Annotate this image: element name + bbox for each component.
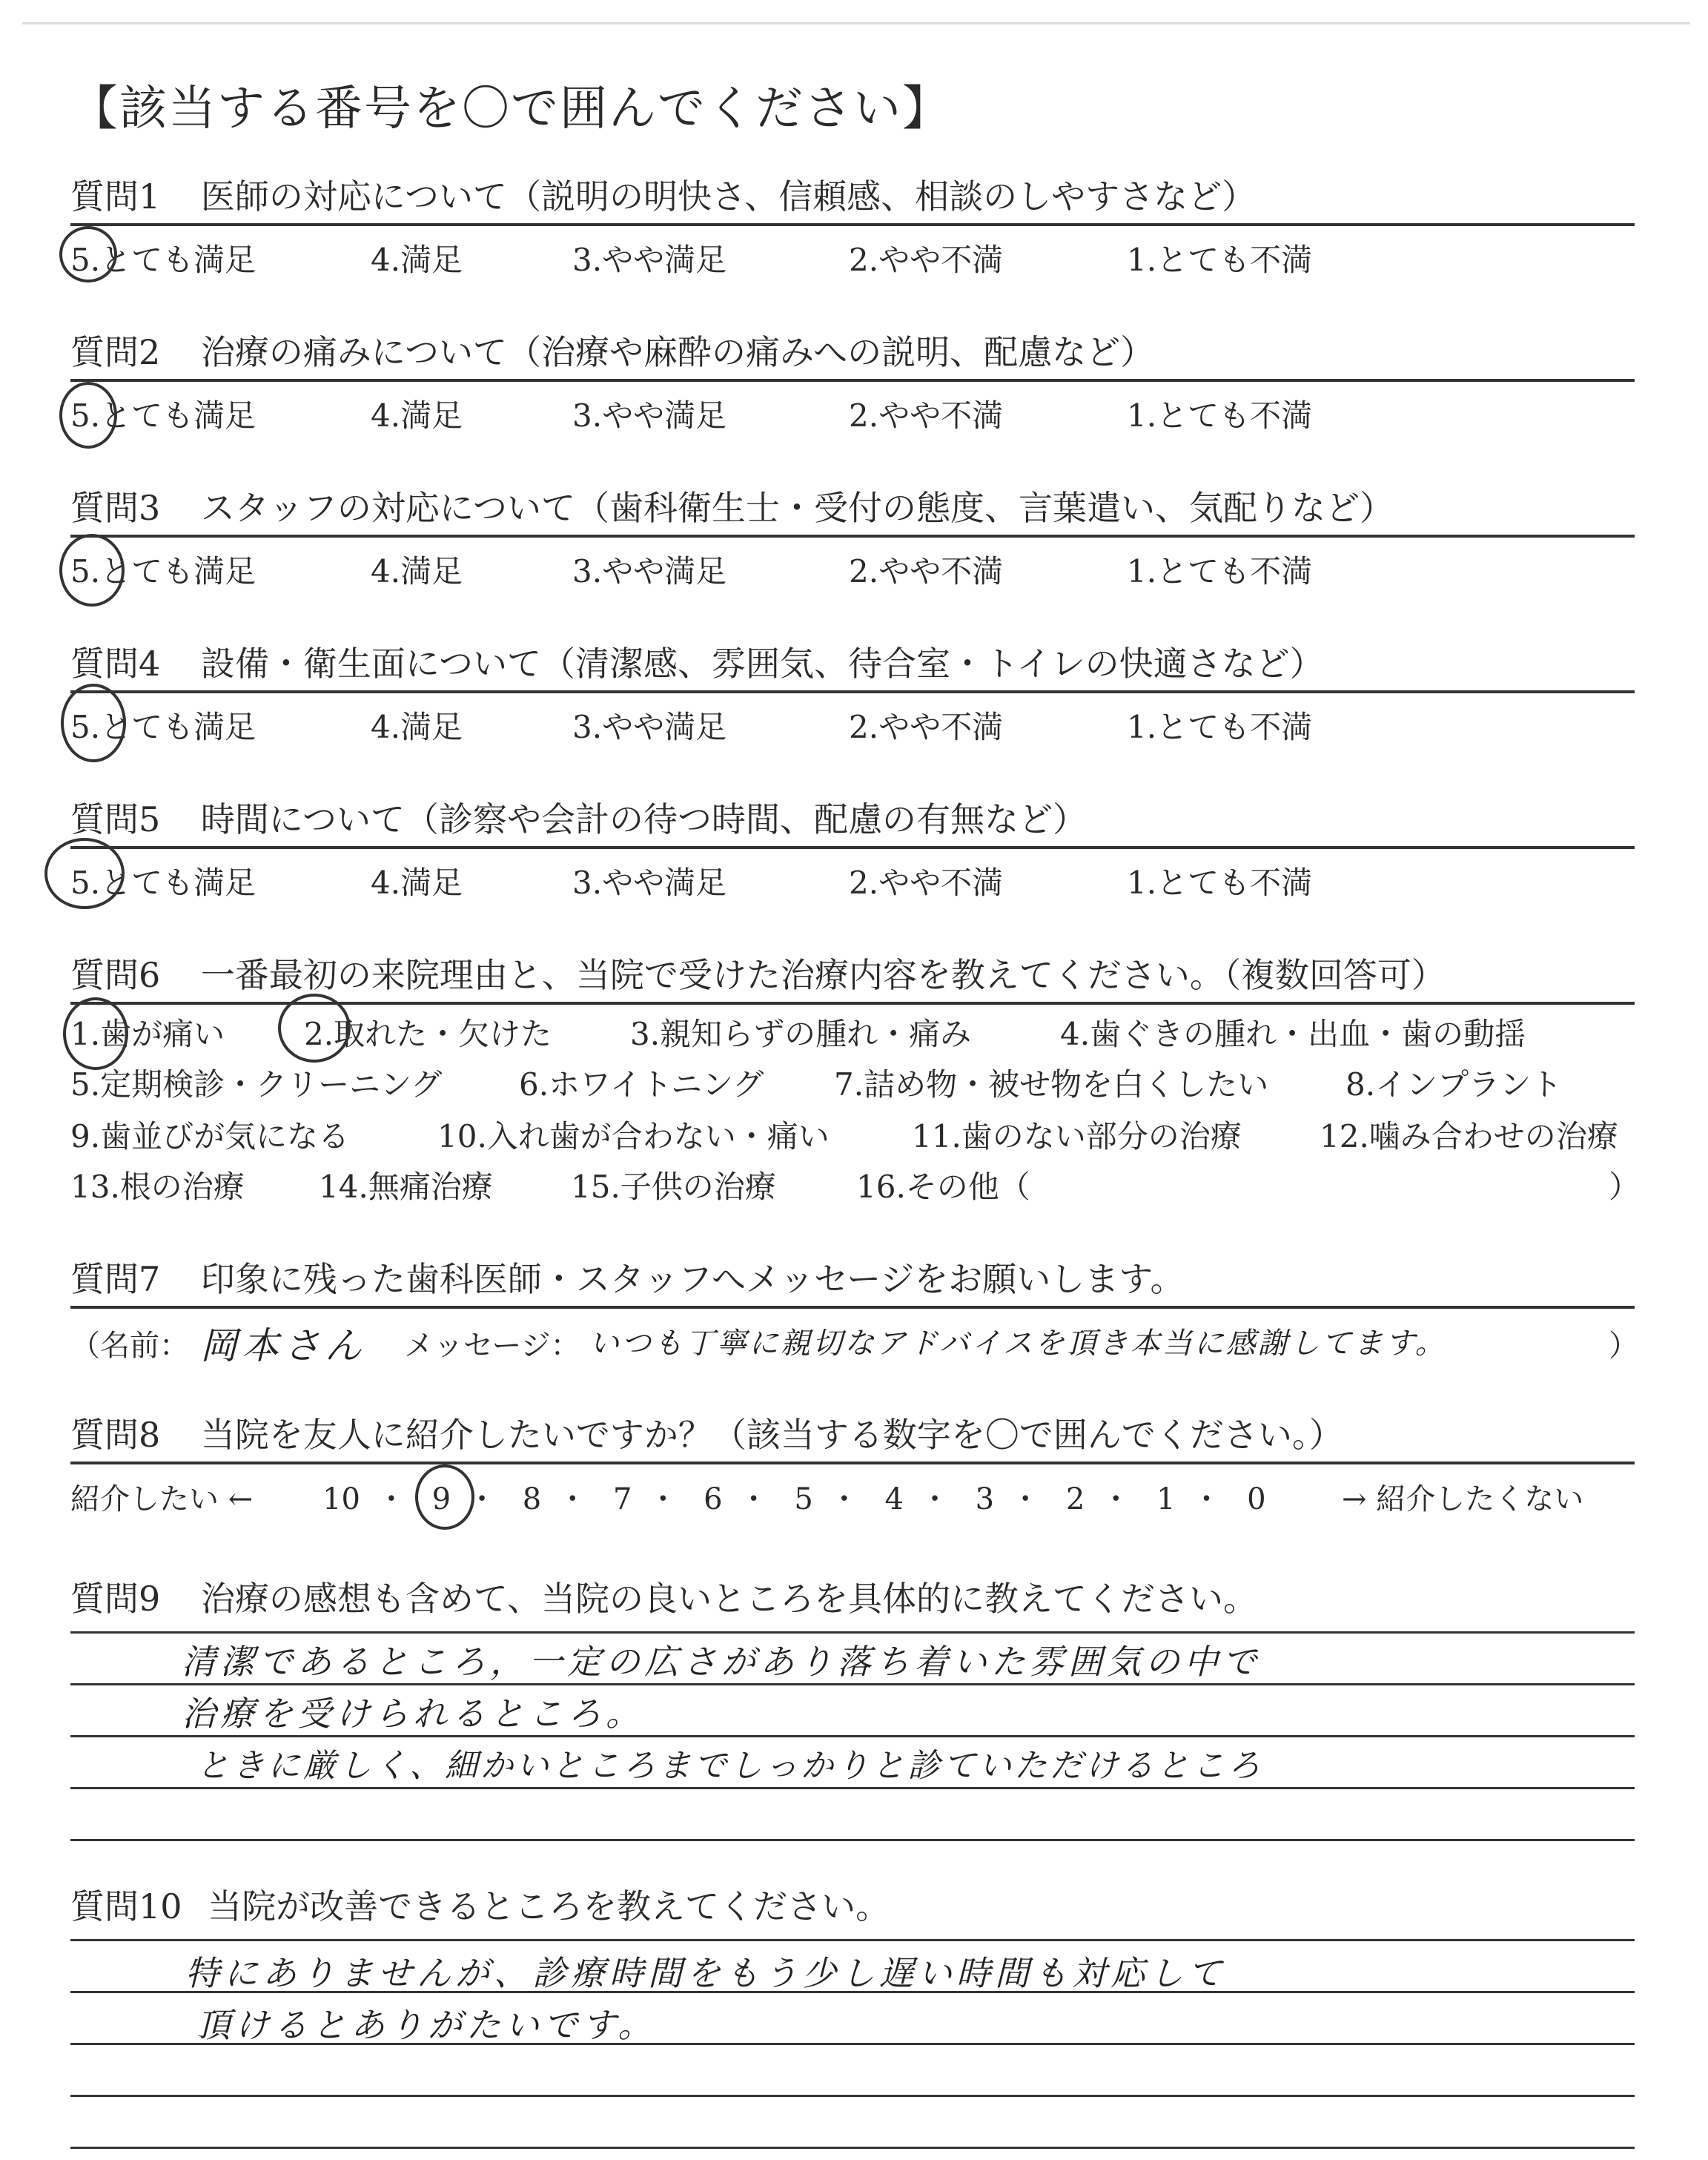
scale-8[interactable]: 8: [522, 1482, 542, 1516]
q7-message-label: メッセージ：: [404, 1329, 580, 1363]
question-label: 質問5: [70, 799, 161, 839]
answer-line: [70, 2095, 1635, 2097]
option-3[interactable]: 3.やや満足: [572, 553, 727, 589]
option-4[interactable]: 4.満足: [371, 397, 463, 434]
question-8: [70, 1413, 1635, 1464]
scale-1[interactable]: 1: [1156, 1482, 1176, 1516]
option-1[interactable]: 1.とても不満: [1127, 553, 1313, 589]
option-5[interactable]: 5.とても満足: [70, 397, 256, 434]
q6-option-12[interactable]: 12.噛み合わせの治療: [1320, 1118, 1618, 1155]
question-label: 質問4: [70, 644, 161, 684]
scale-separator: ・: [1010, 1482, 1041, 1516]
q6-option-1[interactable]: 1.歯が痛い: [70, 1016, 225, 1052]
selection-circle: [44, 838, 125, 909]
question-text: 一番最初の来院理由と、当院で受けた治療内容を教えてください。（複数回答可）: [200, 955, 1446, 995]
option-1[interactable]: 1.とても不満: [1127, 865, 1313, 901]
question-label: 質問10: [70, 1886, 182, 1926]
q7-name-value: 岡本さん: [200, 1324, 366, 1367]
option-4[interactable]: 4.満足: [371, 242, 463, 278]
selection-circle: [415, 1464, 474, 1530]
option-1[interactable]: 1.とても不満: [1127, 397, 1313, 434]
option-2[interactable]: 2.やや不満: [849, 242, 1004, 278]
option-3[interactable]: 3.やや満足: [572, 865, 727, 901]
question-9: [70, 1572, 1257, 1621]
question-label: 質問3: [70, 488, 161, 528]
scale-separator: ・: [376, 1482, 406, 1516]
selection-circle: [59, 382, 117, 449]
question-label: 質問2: [70, 332, 161, 372]
scale-4[interactable]: 4: [884, 1482, 904, 1516]
q6-option-7[interactable]: 7.詰め物・被せ物を白くしたい: [834, 1066, 1269, 1103]
q7-close-paren: ）: [1609, 1329, 1638, 1363]
q6-option-8[interactable]: 8.インプラント: [1345, 1066, 1563, 1103]
scale-3[interactable]: 3: [975, 1482, 995, 1516]
question-text: 印象に残った歯科医師・スタッフへメッセージをお願いします。: [200, 1259, 1185, 1299]
q6-option-10[interactable]: 10.入れ歯が合わない・痛い: [437, 1118, 830, 1155]
selection-circle: [59, 226, 117, 283]
option-5[interactable]: 5.とても満足: [70, 553, 256, 589]
question-10: [70, 1880, 890, 1929]
q7-message-value: いつも丁寧に親切なアドバイスを頂き本当に感謝してます。: [589, 1327, 1447, 1361]
selection-circle: [61, 684, 126, 762]
scale-separator: ・: [1191, 1482, 1222, 1516]
scale-separator: ・: [557, 1482, 588, 1516]
selection-circle: [59, 534, 125, 607]
q9-answer-line-2: 治療を受けられるところ。: [182, 1694, 644, 1734]
q6-option-14[interactable]: 14.無痛治療: [319, 1169, 493, 1205]
question-5: [70, 797, 1635, 849]
question-3: [70, 486, 1635, 538]
q7-name-label: （名前：: [70, 1329, 189, 1363]
scale-separator: ・: [648, 1482, 678, 1516]
option-3[interactable]: 3.やや満足: [572, 709, 727, 745]
q6-option-11[interactable]: 11.歯のない部分の治療: [912, 1118, 1242, 1155]
scale-9[interactable]: 9: [431, 1482, 451, 1516]
scale-separator: ・: [738, 1482, 769, 1516]
scale-6[interactable]: 6: [704, 1482, 723, 1516]
option-5[interactable]: 5.とても満足: [70, 242, 256, 278]
question-label: 質問1: [70, 176, 161, 217]
answer-line: [70, 1839, 1635, 1841]
question-text: 当院が改善できるところを教えてください。: [208, 1886, 890, 1926]
scale-separator: ・: [829, 1482, 859, 1516]
scale-7[interactable]: 7: [612, 1482, 632, 1516]
scale-2[interactable]: 2: [1065, 1482, 1085, 1516]
option-5[interactable]: 5.とても満足: [70, 865, 256, 901]
answer-line: [70, 1787, 1635, 1789]
scale-5[interactable]: 5: [794, 1482, 813, 1516]
question-label: 質問9: [70, 1579, 161, 1619]
q9-answer-line-1: 清潔であるところ，一定の広さがあり落ち着いた雰囲気の中で: [182, 1642, 1261, 1682]
question-1: [70, 174, 1635, 226]
q6-option-3[interactable]: 3.親知らずの腫れ・痛み: [630, 1016, 972, 1052]
option-2[interactable]: 2.やや不満: [849, 865, 1004, 901]
q9-answer-line-3: ときに厳しく、細かいところまでしっかりと診ていただけるところ: [196, 1747, 1264, 1785]
q6-option-15[interactable]: 15.子供の治療: [571, 1169, 776, 1205]
q8-left-label: 紹介したい ←: [70, 1482, 254, 1516]
option-3[interactable]: 3.やや満足: [572, 397, 727, 434]
answer-line: [70, 1631, 1635, 1634]
q6-option-2[interactable]: 2.取れた・欠けた: [304, 1016, 552, 1052]
question-text: 医師の対応について（説明の明快さ、信頼感、相談のしやすさなど）: [200, 176, 1257, 217]
answer-line: [70, 2147, 1635, 2149]
question-text: 治療の痛みについて（治療や麻酔の痛みへの説明、配慮など）: [200, 332, 1155, 372]
answer-line: [70, 1939, 1635, 1941]
question-7: [70, 1257, 1635, 1309]
selection-circle: [278, 994, 351, 1063]
scale-0[interactable]: 0: [1247, 1482, 1266, 1516]
option-4[interactable]: 4.満足: [371, 865, 463, 901]
question-text: 時間について（診察や会計の待つ時間、配慮の有無など）: [200, 799, 1087, 839]
question-text: 当院を友人に紹介したいですか？（該当する数字を〇で囲んでください。）: [200, 1415, 1343, 1455]
option-2[interactable]: 2.やや不満: [849, 397, 1004, 434]
scale-separator: ・: [919, 1482, 950, 1516]
option-2[interactable]: 2.やや不満: [849, 709, 1004, 745]
q10-answer-line-1: 特にありませんが、診療時間をもう少し遅い時間も対応して: [185, 1953, 1226, 1993]
q6-option-9[interactable]: 9.歯並びが気になる: [70, 1118, 350, 1155]
question-text: スタッフの対応について（歯科衛生士・受付の態度、言葉遣い、気配りなど）: [200, 488, 1394, 528]
q8-right-label: → 紹介したくない: [1342, 1482, 1584, 1516]
q6-other-close: ）: [1609, 1169, 1641, 1205]
option-4[interactable]: 4.満足: [371, 709, 463, 745]
scale-separator: ・: [467, 1482, 497, 1516]
option-5[interactable]: 5.とても満足: [70, 709, 256, 745]
option-1[interactable]: 1.とても不満: [1127, 242, 1313, 278]
question-4: [70, 641, 1635, 693]
option-4[interactable]: 4.満足: [371, 553, 463, 589]
q6-option-16[interactable]: 16.その他（: [856, 1169, 1030, 1205]
q6-option-13[interactable]: 13.根の治療: [70, 1169, 245, 1205]
scan-top-edge: [22, 22, 1690, 24]
page-title: 【該当する番号を〇で囲んでください】: [70, 82, 951, 136]
scale-separator: ・: [1101, 1482, 1131, 1516]
question-label: 質問8: [70, 1415, 161, 1455]
option-1[interactable]: 1.とても不満: [1127, 709, 1313, 745]
option-2[interactable]: 2.やや不満: [849, 553, 1004, 589]
q10-answer-line-2: 頂けるとありがたいです。: [196, 2005, 657, 2045]
q6-option-6[interactable]: 6.ホワイトニング: [519, 1066, 764, 1103]
question-text: 設備・衛生面について（清潔感、雰囲気、待合室・トイレの快適さなど）: [200, 644, 1324, 684]
question-text: 治療の感想も含めて、当院の良いところを具体的に教えてください。: [200, 1579, 1257, 1619]
question-label: 質問7: [70, 1259, 161, 1299]
option-3[interactable]: 3.やや満足: [572, 242, 727, 278]
selection-circle: [63, 997, 128, 1070]
scale-10[interactable]: 10: [322, 1482, 360, 1516]
question-label: 質問6: [70, 955, 161, 995]
question-2: [70, 330, 1635, 382]
q6-option-5[interactable]: 5.定期検診・クリーニング: [70, 1066, 443, 1103]
q6-option-4[interactable]: 4.歯ぐきの腫れ・出血・歯の動揺: [1060, 1016, 1526, 1052]
